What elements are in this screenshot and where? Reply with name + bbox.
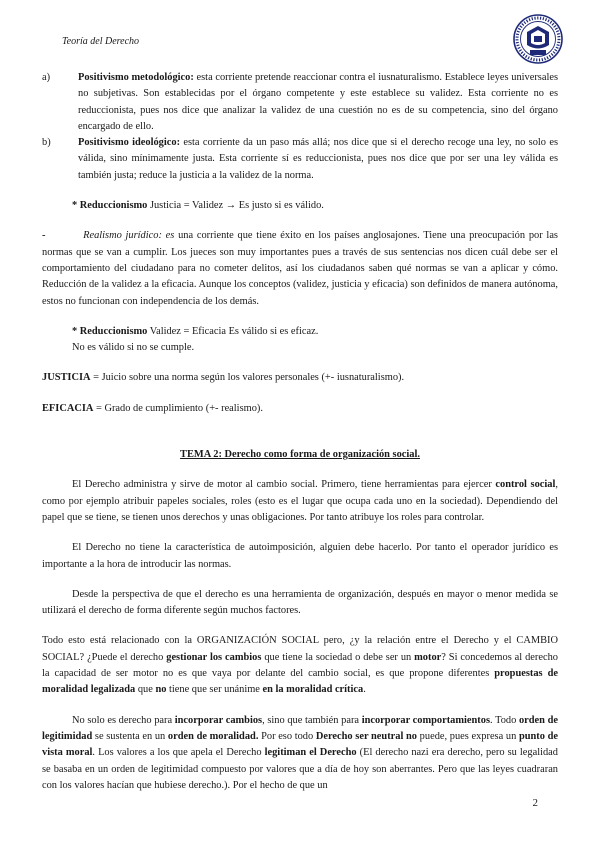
p5-bold-2: incorporar comportamientos [361,714,490,726]
p1-text-1: El Derecho administra y sirve de motor al cambio social. Primero, tiene herramientas para ejercer [72,479,496,491]
p5-text-5: Por eso todo [258,730,316,742]
reduccionismo-text-2: Validez = Eficacia Es válido si es eficaz. [147,325,319,337]
paragraph-5 [42,713,558,794]
reduccionismo-line-1 [42,198,558,214]
p5-text-7: . Los valores a los que apela el Derecho [92,747,265,759]
p4-text-3: ? Si concedemos al derecho la capacidad de ser motor no es que vaya por delante del cambio social, es que propone diferentes [42,651,558,680]
p5-text-2: , sino que también para [262,714,362,726]
p4-text-2: que tiene la sociedad o debe ser un [261,651,415,663]
header-title: Teoría del Derecho [62,36,140,47]
p5-text-1: No solo es derecho para [72,714,175,726]
paragraph-2: El Derecho no tiene la característica de autoimposición, alguien debe hacerlo. Por tanto el operador jurídico es importante a la hora de introducir las normas. [42,542,558,570]
reduccionismo-line-2b: No es válido si no se cumple. [72,342,195,354]
p5-bold-3: orden de legitimidad [42,714,558,742]
p5-bold-5: Derecho ser neutral no [315,730,418,742]
item-a-content [78,70,558,135]
reduccionismo-line-2 [42,324,558,340]
page-number: 2 [532,797,538,809]
p5-text-4: se sustenta en un [92,730,168,742]
paragraph-4 [42,633,558,698]
paragraph-3: Desde la perspectiva de que el derecho es una herramienta de organización, después en mayor o menor medida se utilizará el derecho de forma diferente según muchos factores. [42,588,558,617]
p5-bold-6: punto de vista moral [42,730,559,759]
p4-bold-2: motor [414,651,442,663]
p4-bold-3: propuestas de moralidad legalizada [42,668,558,696]
p5-bold-1: incorporar cambios [174,714,263,726]
item-b [42,135,558,184]
tema-title: TEMA 2: Derecho como forma de organización social. [180,449,420,461]
eficacia-definition [42,401,558,417]
item-b-label: b) [42,137,51,149]
item-a-label: a) [42,72,51,83]
p5-text-6: puede, pues expresa un [417,730,519,742]
p4-text-6: . [363,684,366,696]
document-body [42,70,558,794]
item-a-term: Positivismo metodológico: [78,72,194,83]
p4-bold-1: gestionar los cambios [166,651,262,663]
realismo-term-tail: es [161,230,175,242]
p1-text-2: , como por ejemplo atribuir papeles sociales, roles (esto es el lugar que ocupa cada uno en la sociedad). Dependiendo del papel que se tiene, se tienen unos derechos y unas obligaciones. Por tanto atribuye los roles para controlar. [42,479,558,523]
justicia-text: = Juicio sobre una norma según los valores personales (+- iusnaturalismo). [90,372,405,384]
p4-text-1: Todo esto está relacionado con la ORGANIZACIÓN SOCIAL pero, ¿y la relación entre el Derecho y el CAMBIO SOCIAL? ¿Puede el derecho [42,635,558,663]
item-b-term: Positivismo ideológico: [78,137,181,149]
p5-bold-7: legitiman el Derecho [264,747,357,759]
p4-bold-5: en la moralidad crítica [262,684,364,696]
p4-text-4: que [135,684,156,696]
item-b-content [78,135,558,184]
eficacia-term: EFICACIA [42,402,94,414]
justicia-definition [42,370,558,386]
eficacia-text: = Grado de cumplimiento (+- realismo). [93,402,263,414]
p4-bold-4: no [155,684,167,696]
p4-text-5: tiene que ser unánime [166,684,263,696]
realismo-term: Realismo jurídico: [83,230,162,242]
reduccionismo-text-1: Justicia = Validez → Es justo si es válido. [147,200,324,212]
justicia-term: JUSTICIA [42,372,91,384]
paragraph-1 [42,477,558,526]
reduccionismo-term-2: * Reduccionismo [72,325,148,337]
item-a [42,70,558,135]
tema-heading [42,447,558,463]
p5-bold-4: orden de moralidad. [167,730,259,742]
p5-text-8: (El derecho nazi era derecho, pero su legalidad se basaba en un orden de legitimidad compuesto por valores que a día de hoy son aberrantes. Pero que las leyes cuadraran con los valores hacían que hubiese derecho.). Por el hecho de que un [42,747,558,791]
item-b-text: esta corriente da un paso más allá; nos dice que si el derecho recoge una ley, no solo es válida, sino mínimamente justa. Esta corriente sí es reduccionista, pues nos dice que por ser una ley válida es también justa; reduce la justicia a la validez de la norma. [78,137,558,181]
item-a-text: esta corriente pretende reaccionar contra el iusnaturalismo. Establece leyes universales no subjetivas. Son establecidas por el órgano competente y este establece su validez. Esta corriente no es reduccionista, pues nos dice que analizar la validez de una cuestión no es de su competencia, sino del órgano encargado de ello. [78,72,558,132]
realismo-paragraph [42,228,558,309]
realismo-bullet: - [42,230,46,242]
p1-bold-1: control social [495,479,556,491]
realismo-text: una corriente que tiene éxito en los países anglosajones. Tiene una preocupación por las normas que se van a cumplir. Los jueces son muy importantes pues a través de sus sentencias nos dicen cuál debe ser el comportamiento del ciudadano para no cometer delitos, así los ciudadanos saben qué normas se van a aplicar y cómo. Reducción de la validez a la eficacia. Aunque los conceptos (validez, justicia y eficacia) son definidos de manera autónoma, estos no funcionan con independencia de los demás. [42,230,558,307]
reduccionismo-term-1: * Reduccionismo [72,200,148,212]
university-seal-icon [513,14,563,64]
p5-text-3: . Todo [490,714,519,726]
